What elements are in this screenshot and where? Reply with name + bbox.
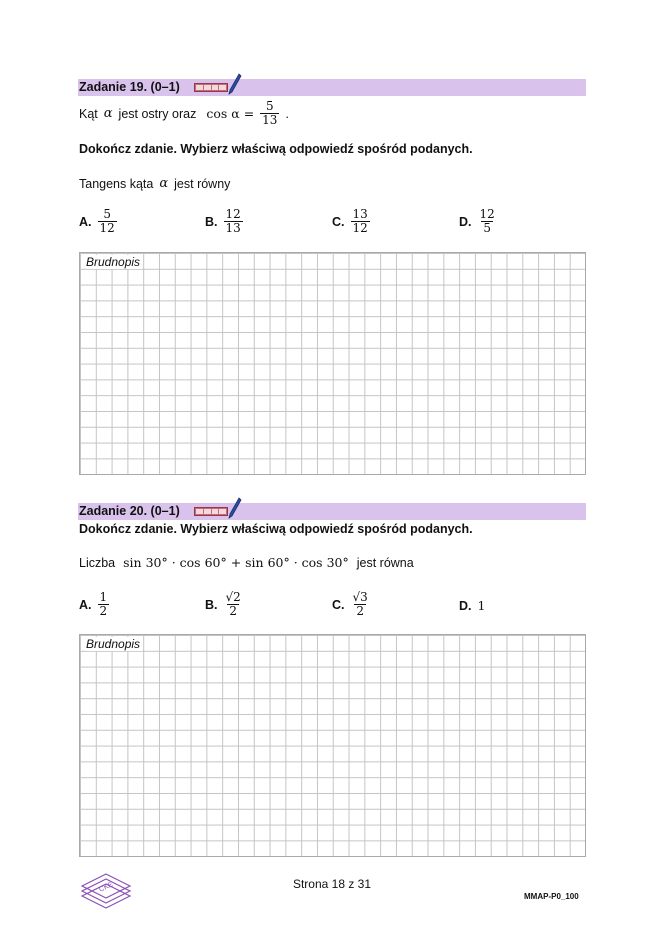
pen-icon [228,73,242,95]
task19-intro-b: jest ostry oraz [118,106,197,121]
task19-stem-alpha: α [159,176,169,191]
option-fraction [224,591,243,618]
frac-num: 13 [352,207,368,221]
option-fraction [351,591,370,618]
frac-den: 2 [356,604,364,618]
score-badge-icon [194,83,228,92]
option-label: C. [332,214,345,229]
task19-title: Zadanie 19. (0–1) [79,80,180,94]
frac-den: 13 [262,113,278,127]
task19-alpha: α [103,106,113,121]
task19-header [78,79,586,96]
frac-num: 5 [103,207,111,221]
task19-intro-a: Kąt [79,106,98,121]
frac-num: 5 [265,99,274,113]
frac-den: 2 [99,604,108,618]
page-number: Strona 18 z 31 [292,877,372,891]
option-fraction [478,208,497,235]
task20-instruction: Dokończ zdanie. Wybierz właściwą odpowiedź spośród podanych. [79,522,473,536]
scratch-label: Brudnopis [86,255,141,269]
option-label: D. [459,598,472,613]
frac-num: √2 [225,590,241,604]
task20-header [78,503,586,520]
task19-option-c[interactable] [332,208,370,235]
task20-option-c[interactable] [332,591,370,618]
task19-stem [79,176,230,191]
logo-text: CKE [98,881,115,894]
option-label: A. [79,597,92,612]
task20-option-b[interactable] [205,591,243,618]
frac-num: 12 [479,207,495,221]
task20-stem [79,555,414,570]
frac-num: 1 [99,590,108,604]
task20-expression: sin 30° · cos 60° + sin 60° · cos 30° [123,555,349,570]
task19-stem-b: jest równy [174,176,231,191]
task20-option-a[interactable] [79,591,109,618]
option-label: A. [79,214,92,229]
task20-stem-b: jest równa [356,555,414,570]
option-label: B. [205,597,218,612]
task20-title: Zadanie 20. (0–1) [79,504,180,518]
frac-num: √3 [352,590,368,604]
task19-intro [79,100,289,127]
task19-cos-frac [260,100,279,127]
option-label: C. [332,597,345,612]
exam-code: MMAP-P0_100 [524,892,579,901]
option-fraction [224,208,243,235]
task20-option-d[interactable] [459,598,485,613]
task19-option-b[interactable] [205,208,243,235]
task19-cos-expr: cos α = [206,106,255,121]
frac-den: 12 [352,221,368,235]
task20-scratch-area[interactable] [79,634,586,857]
task19-option-a[interactable] [79,208,117,235]
option-fraction [98,208,117,235]
task19-instruction: Dokończ zdanie. Wybierz właściwą odpowiedź spośród podanych. [79,142,473,156]
task19-scratch-area[interactable] [79,252,586,475]
task19-option-d[interactable] [459,208,497,235]
option-label: D. [459,214,472,229]
option-fraction [98,591,110,618]
option-label: B. [205,214,218,229]
task19-period: . [285,106,289,121]
frac-num: 12 [225,207,241,221]
task20-stem-a: Liczba [79,555,116,570]
frac-den: 12 [99,221,115,235]
option-fraction [351,208,370,235]
task19-stem-a: Tangens kąta [79,176,154,191]
pen-icon [228,497,242,519]
frac-den: 5 [483,221,491,235]
scratch-label: Brudnopis [86,637,141,651]
frac-den: 2 [229,604,237,618]
score-badge-icon [194,507,228,516]
option-value: 1 [477,598,486,613]
frac-den: 13 [225,221,241,235]
